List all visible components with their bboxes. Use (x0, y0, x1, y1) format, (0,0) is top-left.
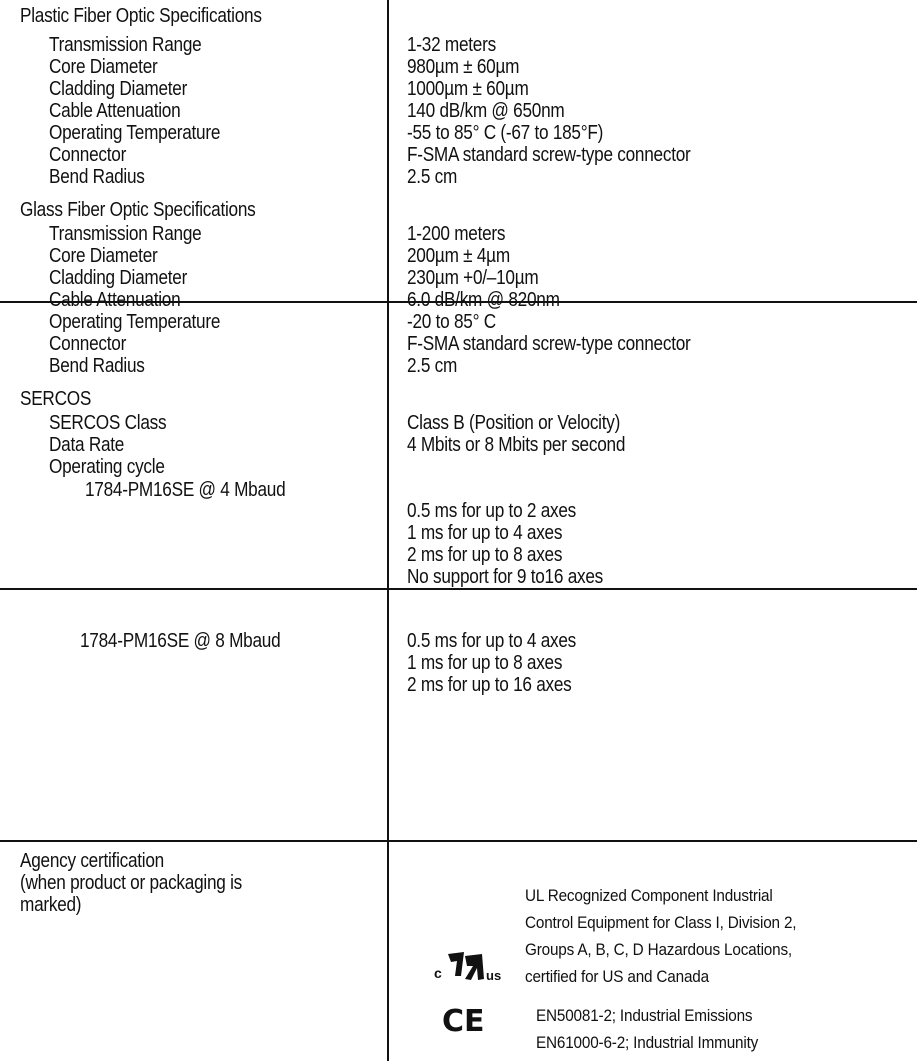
sercos-cycle-8mbaud-value-2: 1 ms for up to 8 axes (407, 652, 563, 674)
ul-line-4: certified for US and Canada (525, 967, 709, 986)
glass-value-cable-attenuation: 6.0 dB/km @ 820nm (407, 289, 560, 311)
sercos-section-title: SERCOS (20, 388, 92, 410)
ul-mark-c-text: c (434, 965, 442, 981)
plastic-value-cable-attenuation: 140 dB/km @ 650nm (407, 100, 565, 122)
agency-title-line-3: marked) (20, 894, 82, 916)
glass-value-transmission-range: 1-200 meters (407, 223, 506, 245)
glass-label-bend-radius: Bend Radius (49, 355, 145, 377)
glass-value-bend-radius: 2.5 cm (407, 355, 458, 377)
section-divider-glass-sercos (0, 588, 917, 590)
ce-line-2: EN61000-6-2; Industrial Immunity (536, 1033, 759, 1052)
sercos-cycle-4mbaud-value-2: 1 ms for up to 4 axes (407, 522, 563, 544)
glass-value-core-diameter: 200µm ± 4µm (407, 245, 510, 267)
sercos-cycle-8mbaud-label: 1784-PM16SE @ 8 Mbaud (80, 630, 281, 652)
sercos-value-class: Class B (Position or Velocity) (407, 412, 621, 434)
agency-title-line-1: Agency certification (20, 850, 164, 872)
sercos-cycle-4mbaud-value-1: 0.5 ms for up to 2 axes (407, 500, 577, 522)
sercos-cycle-4mbaud-label: 1784-PM16SE @ 4 Mbaud (85, 479, 286, 501)
plastic-label-connector: Connector (49, 144, 127, 166)
sercos-cycle-4mbaud-value-3: 2 ms for up to 8 axes (407, 544, 563, 566)
section-divider-sercos-agency (0, 840, 917, 842)
sercos-cycle-8mbaud-value-3: 2 ms for up to 16 axes (407, 674, 572, 696)
sercos-cycle-8mbaud-value-1: 0.5 ms for up to 4 axes (407, 630, 577, 652)
sercos-cycle-4mbaud-value-4: No support for 9 to16 axes (407, 566, 603, 588)
plastic-section-title: Plastic Fiber Optic Specifications (20, 5, 262, 27)
sercos-value-data-rate: 4 Mbits or 8 Mbits per second (407, 434, 626, 456)
plastic-label-operating-temperature: Operating Temperature (49, 122, 221, 144)
ul-line-1: UL Recognized Component Industrial (525, 886, 773, 905)
glass-label-operating-temperature: Operating Temperature (49, 311, 221, 333)
ce-mark-text: CE (442, 1004, 485, 1037)
plastic-label-cable-attenuation: Cable Attenuation (49, 100, 181, 122)
plastic-value-connector: F-SMA standard screw-type connector (407, 144, 691, 166)
plastic-value-cladding-diameter: 1000µm ± 60µm (407, 78, 529, 100)
glass-label-core-diameter: Core Diameter (49, 245, 158, 267)
glass-section-title: Glass Fiber Optic Specifications (20, 199, 256, 221)
plastic-label-cladding-diameter: Cladding Diameter (49, 78, 188, 100)
plastic-value-operating-temperature: -55 to 85° C (-67 to 185°F) (407, 122, 604, 144)
ce-line-1: EN50081-2; Industrial Emissions (536, 1006, 753, 1025)
plastic-label-bend-radius: Bend Radius (49, 166, 145, 188)
ul-mark-us-text: us (486, 968, 502, 983)
ul-line-3: Groups A, B, C, D Hazardous Locations, (525, 940, 793, 959)
sercos-label-data-rate: Data Rate (49, 434, 125, 456)
glass-value-operating-temperature: -20 to 85° C (407, 311, 496, 333)
glass-label-cable-attenuation: Cable Attenuation (49, 289, 181, 311)
ce-mark-icon (442, 1003, 488, 1037)
glass-value-connector: F-SMA standard screw-type connector (407, 333, 691, 355)
column-divider (387, 0, 389, 1061)
ul-recognized-mark-icon (434, 946, 518, 988)
plastic-label-core-diameter: Core Diameter (49, 56, 158, 78)
glass-label-transmission-range: Transmission Range (49, 223, 202, 245)
sercos-label-operating-cycle: Operating cycle (49, 456, 165, 478)
plastic-value-transmission-range: 1-32 meters (407, 34, 496, 56)
agency-title-line-2: (when product or packaging is (20, 872, 242, 894)
plastic-label-transmission-range: Transmission Range (49, 34, 202, 56)
plastic-value-bend-radius: 2.5 cm (407, 166, 458, 188)
glass-label-cladding-diameter: Cladding Diameter (49, 267, 188, 289)
ul-line-2: Control Equipment for Class I, Division 2, (525, 913, 797, 932)
plastic-value-core-diameter: 980µm ± 60µm (407, 56, 520, 78)
glass-value-cladding-diameter: 230µm +0/–10µm (407, 267, 539, 289)
sercos-label-class: SERCOS Class (49, 412, 167, 434)
glass-label-connector: Connector (49, 333, 127, 355)
